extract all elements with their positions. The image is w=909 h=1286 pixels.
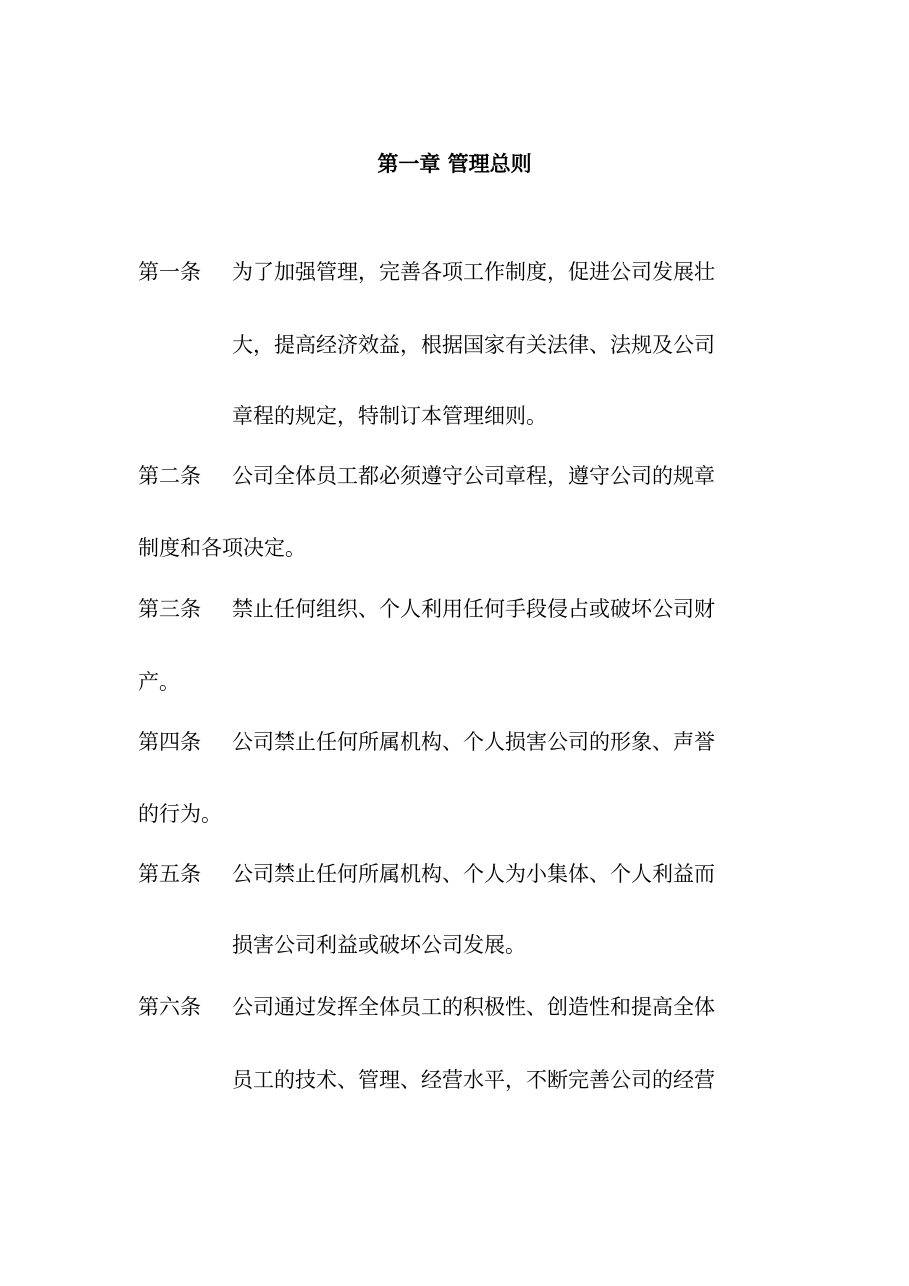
chapter-title: 第一章 管理总则 (377, 151, 532, 176)
article-text-line: 制度和各项决定。 (138, 536, 306, 560)
article-text-line: 员工的技术、管理、经营水平，不断完善公司的经营 (232, 1068, 715, 1092)
article-text-line: 公司禁止任何所属机构、个人为小集体、个人利益而 (232, 862, 715, 886)
article-label: 第六条 (138, 995, 201, 1019)
article-label: 第三条 (138, 597, 201, 621)
article-text-line: 章程的规定，特制订本管理细则。 (232, 404, 547, 428)
article-label: 第一条 (138, 260, 201, 284)
article-label: 第二条 (138, 464, 201, 488)
article-text-line: 禁止任何组织、个人利用任何手段侵占或破坏公司财 (232, 597, 715, 621)
article-text-line: 的行为。 (138, 802, 222, 826)
article-text-line: 为了加强管理，完善各项工作制度，促进公司发展壮 (232, 260, 715, 284)
article-text-line: 公司全体员工都必须遵守公司章程，遵守公司的规章 (232, 464, 715, 488)
article-label: 第五条 (138, 862, 201, 886)
article-text-line: 产。 (138, 670, 180, 694)
article-text-line: 公司禁止任何所属机构、个人损害公司的形象、声誉 (232, 730, 715, 754)
article-text-line: 大，提高经济效益，根据国家有关法律、法规及公司 (232, 333, 715, 357)
article-text-line: 损害公司利益或破坏公司发展。 (232, 933, 526, 957)
article-label: 第四条 (138, 730, 201, 754)
article-text-line: 公司通过发挥全体员工的积极性、创造性和提高全体 (232, 995, 715, 1019)
